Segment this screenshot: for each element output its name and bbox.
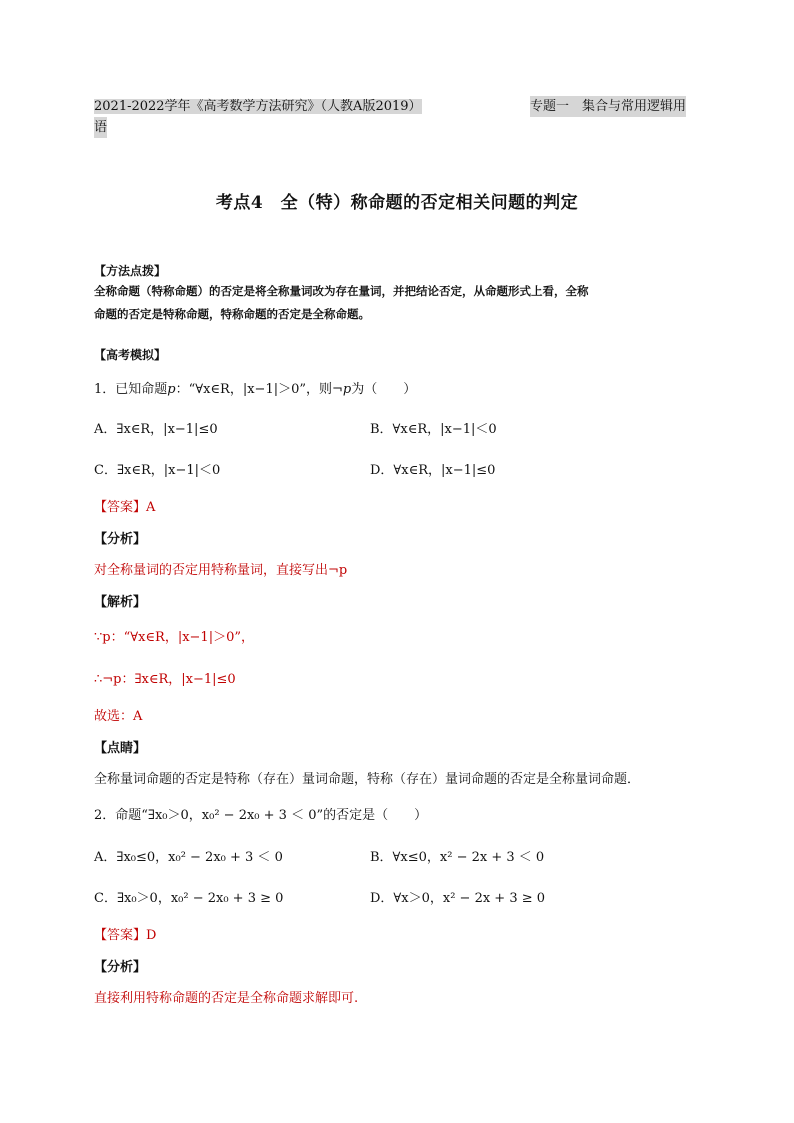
q1-analysis: 对全称量词的否定用特称量词，直接写出¬p <box>94 563 348 578</box>
header-left: 2021-2022学年《高考数学方法研究》（人教A版2019） <box>94 99 422 114</box>
q1-solution-line-1: ∵p：“∀x∈R，|x−1|＞0”， <box>94 630 254 645</box>
q1-stem-p: p <box>167 382 176 397</box>
q1-stem <box>94 378 416 397</box>
page-title: 考点4 全（特）称命题的否定相关问题的判定 <box>215 193 579 213</box>
q1-option-d: D．∀x∈R，|x−1|≤0 <box>370 463 496 478</box>
method-text <box>94 280 704 326</box>
q1-option-a: A．∃x∈R，|x−1|≤0 <box>94 422 218 437</box>
q2-option-c: C．∃x₀＞0，x₀² − 2x₀ + 3 ≥ 0 <box>94 891 284 906</box>
running-header <box>94 96 700 135</box>
section-label: 【高考模拟】 <box>94 348 167 362</box>
q1-stem-end: 为（ ） <box>351 382 417 397</box>
q2-answer: 【答案】D <box>94 928 157 943</box>
q1-answer: 【答案】A <box>94 500 156 515</box>
q1-solution-line-2: ∴¬p：∃x∈R，|x−1|≤0 <box>94 672 236 687</box>
q2-option-a: A．∃x₀≤0，x₀² − 2x₀ + 3 ＜ 0 <box>94 850 283 865</box>
q1-choose: 故选：A <box>94 709 143 724</box>
q1-analysis-label: 【分析】 <box>94 532 147 547</box>
q2-stem: 2．命题“∃x₀＞0，x₀² − 2x₀ + 3 ＜ 0”的否定是（ ） <box>94 808 428 823</box>
q1-point: 全称量词命题的否定是特称（存在）量词命题，特称（存在）量词命题的否定是全称量词命题． <box>94 772 641 787</box>
q2-analysis-label: 【分析】 <box>94 960 147 975</box>
q1-stem-p2: p <box>342 382 352 397</box>
q1-stem-mid: ：“∀x∈R，|x−1|＞0”，则¬ <box>175 382 343 397</box>
method-line-1: 全称命题（特称命题）的否定是将全称量词改为存在量词，并把结论否定，从命题形式上看，全称 <box>94 284 589 298</box>
q2-option-b: B．∀x≤0，x² − 2x + 3 ＜ 0 <box>370 850 545 865</box>
q1-stem-pre: 1．已知命题 <box>94 382 168 397</box>
header-line2: 语 <box>94 117 107 138</box>
q1-solution-label: 【解析】 <box>94 595 147 610</box>
q1-option-c: C．∃x∈R，|x−1|＜0 <box>94 463 221 478</box>
header-right: 专题一 集合与常用逻辑用 <box>530 96 686 117</box>
method-label: 【方法点拨】 <box>94 264 167 278</box>
q2-option-d: D．∀x＞0，x² − 2x + 3 ≥ 0 <box>370 891 546 906</box>
q1-point-label: 【点睛】 <box>94 741 147 756</box>
q1-option-b: B．∀x∈R，|x−1|＜0 <box>370 422 497 437</box>
method-line-2: 命题的否定是特称命题，特称命题的否定是全称命题。 <box>94 307 370 321</box>
q2-analysis: 直接利用特称命题的否定是全称命题求解即可. <box>94 991 359 1006</box>
